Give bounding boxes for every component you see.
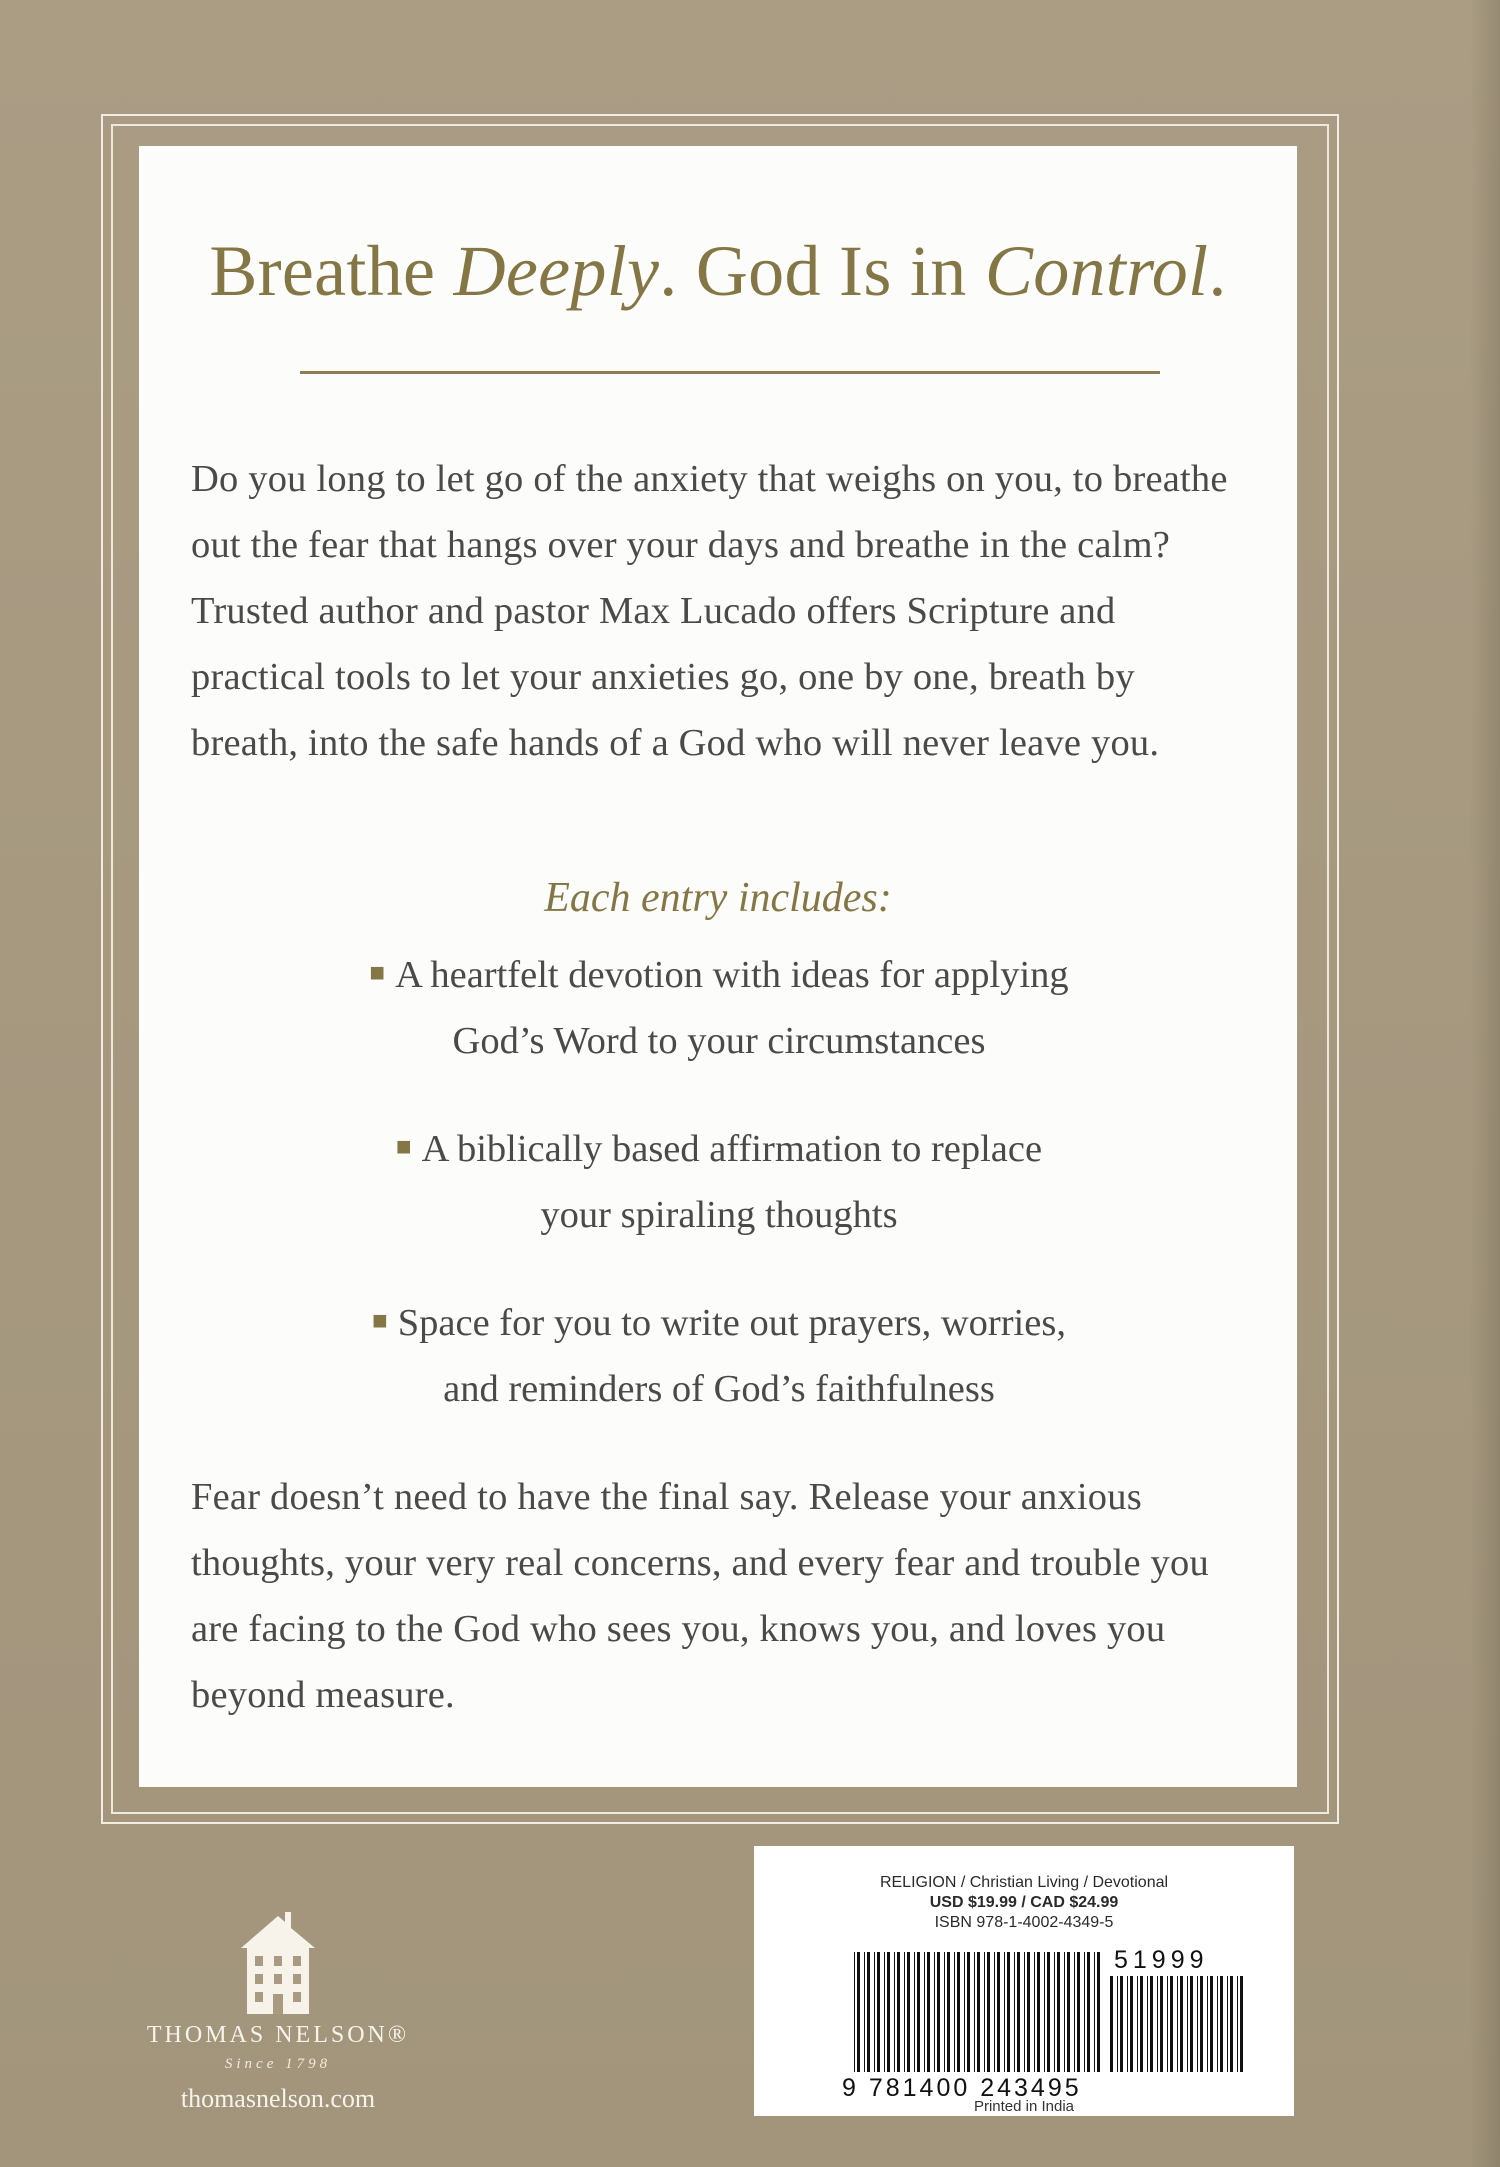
barcode-isbn: ISBN 978-1-4002-4349-5 (934, 1914, 1114, 1931)
bullet-line: A biblically based affirmation to replace (421, 1128, 1043, 1170)
publisher-url: thomasnelson.com (180, 2084, 376, 2113)
barcode-addon-digits: 51999 (1114, 1946, 1209, 1974)
bullet-item (299, 1114, 1139, 1248)
barcode-category: RELIGION / Christian Living / Devotional (879, 1874, 1169, 1891)
bullet-line: God’s Word to your circumstances (452, 1020, 986, 1062)
headline-divider (300, 371, 1160, 374)
bullet-line: Space for you to write out prayers, worries, (397, 1302, 1066, 1344)
house-icon (223, 1908, 333, 2016)
publisher-logo (128, 1908, 428, 2148)
barcode-label (754, 1846, 1294, 2116)
printed-in: Printed in India (973, 2098, 1075, 2115)
barcode-digits: 9 781400 243495 (842, 2074, 1082, 2102)
publisher-name: THOMAS NELSON® (146, 2022, 410, 2048)
closing-paragraph: Fear doesn’t need to have the final say. Release your anxious thoughts, your very real concerns, and every fear and trouble you are facing to the God who sees you, knows you, and loves you beyond measure. (191, 1476, 1209, 1716)
headline-text: . God Is in (659, 231, 985, 311)
cover-edge-shadow (1470, 0, 1500, 2167)
bullet-icon: ■ (372, 1306, 388, 1335)
bullet-line: and reminders of God’s faithfulness (443, 1368, 995, 1410)
barcode-price: USD $19.99 / CAD $24.99 (929, 1894, 1119, 1911)
bullet-item (299, 940, 1139, 1074)
headline-period: . (1208, 231, 1227, 311)
headline-italic-deeply: Deeply (453, 231, 660, 311)
bullet-line: your spiraling thoughts (540, 1194, 898, 1236)
bullet-item (299, 1288, 1139, 1422)
entries-heading: Each entry includes: (544, 875, 892, 921)
headline-text: Breathe (209, 231, 454, 311)
bullet-icon: ■ (395, 1132, 412, 1161)
intro-paragraph: Do you long to let go of the anxiety that weighs on you, to breathe out the fear that hangs over your days and breathe in the calm? Trusted author and pastor Max Lucado offers Scripture and practical tools to let your anxieties go, one by one, breath by breath, into the safe hands of a God who will never leave you. (191, 458, 1228, 764)
description-panel (139, 146, 1297, 1787)
headline (139, 230, 1297, 313)
bullet-icon: ■ (369, 958, 386, 987)
headline-italic-control: Control (984, 231, 1209, 311)
bullet-line: A heartfelt devotion with ideas for applying (395, 954, 1069, 996)
publisher-since: Since 1798 (224, 2056, 332, 2072)
